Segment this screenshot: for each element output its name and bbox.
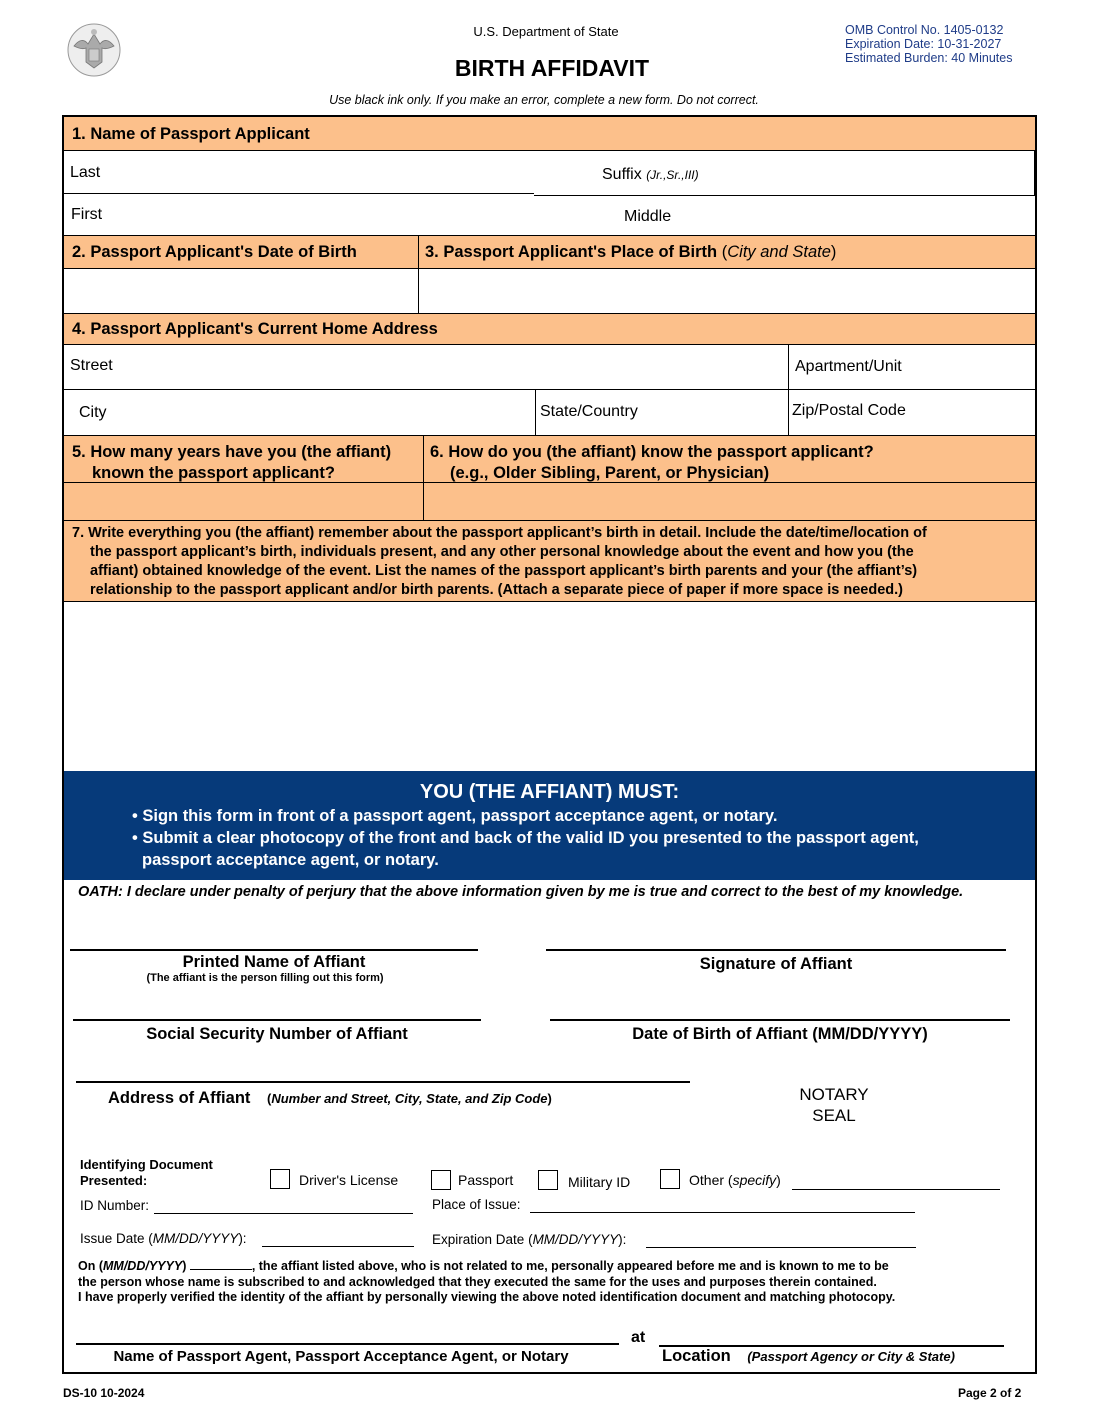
other-id-checkbox[interactable]: [660, 1169, 680, 1189]
expiration-date-hint: MM/DD/YYYY: [532, 1232, 619, 1247]
omb-control: OMB Control No. 1405-0132: [845, 23, 1004, 37]
printed-name-field[interactable]: [70, 917, 478, 949]
section-7-header: [64, 520, 1035, 602]
oath-statement: OATH: I declare under penalty of perjury that the above information given by me is true and correct to the best of my knowledge.: [78, 884, 964, 900]
agent-name-field[interactable]: [76, 1313, 619, 1343]
section-2-3-header: [64, 235, 1035, 269]
identifying-document-label: [80, 1157, 213, 1189]
passport-label: Passport: [458, 1172, 514, 1188]
section-2-title: 2. Passport Applicant's Date of Birth: [72, 243, 357, 261]
notary-cert-line2: the person whose name is subscribed to and acknowledged that they executed the same for the uses and purposes therein contained.: [78, 1274, 877, 1289]
location-label: [662, 1347, 955, 1366]
section-4-header: [64, 313, 1035, 345]
signature-label: Signature of Affiant: [699, 955, 853, 973]
passport-checkbox[interactable]: [431, 1170, 451, 1190]
notary-cert-on: On: [78, 1259, 96, 1273]
issue-date-field[interactable]: [262, 1230, 414, 1246]
identifying-document-line1: Identifying Document: [80, 1157, 213, 1172]
last-name-label: Last: [70, 164, 101, 181]
issue-date-text: Issue Date: [80, 1231, 145, 1246]
street-label: Street: [70, 357, 113, 374]
location-field[interactable]: [659, 1315, 1004, 1345]
section-6-title: [430, 442, 874, 484]
suffix-text: Suffix: [602, 166, 642, 183]
ink-instructions: Use black ink only. If you make an error, complete a new form. Do not correct.: [329, 93, 759, 107]
ssn-field[interactable]: [73, 989, 481, 1019]
other-id-text: Other: [689, 1172, 725, 1188]
id-number-field[interactable]: [154, 1197, 413, 1213]
agent-name-label: Name of Passport Agent, Passport Acceptance Agent, or Notary: [113, 1348, 569, 1365]
affiant-address-field[interactable]: [76, 1049, 690, 1081]
middle-name-label: Middle: [624, 208, 672, 225]
section-7-line4: relationship to the passport applicant and/or birth parents. (Attach a separate piece of paper if more space is needed.): [90, 582, 903, 598]
first-name-field[interactable]: [64, 195, 544, 235]
section-1-header: [64, 117, 1035, 151]
birth-details-textarea[interactable]: [64, 602, 1035, 771]
notary-certification: [78, 1259, 1033, 1306]
printed-name-sublabel: (The affiant is the person filling out this form): [146, 972, 384, 984]
address-label-text: Address of Affiant: [108, 1089, 251, 1107]
department-name: U.S. Department of State: [473, 24, 619, 39]
page-number: Page 2 of 2: [958, 1386, 1022, 1400]
expiration-date: Expiration Date: 10-31-2027: [845, 37, 1002, 51]
address-hint: Number and Street, City, State, and Zip Code: [271, 1091, 548, 1106]
notary-seal-line1: NOTARY: [799, 1085, 869, 1104]
other-id-label: Other (specify): [689, 1172, 781, 1188]
years-known-field[interactable]: [64, 483, 423, 521]
place-of-issue-label: Place of Issue:: [432, 1197, 521, 1212]
first-name-label: First: [71, 206, 103, 223]
id-number-label: ID Number:: [80, 1198, 150, 1213]
section-1-title: 1. Name of Passport Applicant: [72, 125, 310, 143]
middle-name-field[interactable]: [544, 195, 1035, 235]
section-5-6-header: [64, 435, 1035, 483]
expiration-date-text: Expiration Date: [432, 1232, 525, 1247]
state-country-field[interactable]: [536, 390, 788, 435]
section-4-title: 4. Passport Applicant's Current Home Address: [72, 320, 438, 338]
city-label: City: [79, 404, 107, 421]
notary-seal-area: [774, 1084, 894, 1126]
estimated-burden: Estimated Burden: 40 Minutes: [845, 51, 1013, 65]
notary-cert-date-hint: MM/DD/YYYY: [103, 1259, 183, 1273]
zip-label: Zip/Postal Code: [792, 402, 906, 419]
requirement-2: • Submit a clear photocopy of the front and back of the valid ID you presented to the passport agent,: [132, 829, 919, 847]
notary-cert-line1-text: , the affiant listed above, who is not related to me, personally appeared before me and is known to me to be: [251, 1259, 889, 1273]
relationship-field[interactable]: [424, 483, 1035, 521]
section-7-line1: 7. Write everything you (the affiant) remember about the passport applicant’s birth in detail. Include the date/time/location of: [72, 525, 927, 541]
affiant-dob-label: Date of Birth of Affiant (MM/DD/YYYY): [632, 1025, 928, 1043]
affiant-requirements-title: YOU (THE AFFIANT) MUST:: [419, 781, 680, 803]
city-field[interactable]: [64, 390, 535, 435]
suffix-hint: (Jr.,Sr.,III): [646, 168, 699, 182]
affiant-requirements-box: [64, 771, 1035, 880]
state-country-label: State/Country: [540, 403, 638, 420]
section-3-text: 3. Passport Applicant's Place of Birth: [425, 243, 718, 261]
section-3-title: 3. Passport Applicant's Place of Birth (City and State): [425, 243, 837, 261]
affidavit-form: [62, 115, 1037, 1374]
apartment-label: Apartment/Unit: [795, 358, 902, 375]
form-number: DS-10 10-2024: [63, 1386, 145, 1400]
date-of-birth-field[interactable]: [64, 269, 418, 313]
section-5-title: [72, 442, 391, 484]
requirement-1: • Sign this form in front of a passport agent, passport acceptance agent, or notary.: [132, 807, 778, 825]
requirement-2-cont: passport acceptance agent, or notary.: [142, 851, 439, 869]
notary-seal-line2: SEAL: [812, 1106, 856, 1125]
ssn-label: Social Security Number of Affiant: [146, 1025, 408, 1043]
military-id-label: Military ID: [568, 1174, 631, 1190]
section-5-line2: known the passport applicant?: [92, 464, 335, 482]
identifying-document-line2: Presented:: [80, 1173, 148, 1188]
expiration-date-field[interactable]: [646, 1231, 916, 1247]
notary-cert-line1: On (MM/DD/YYYY) , the affiant listed above, who is not related to me, personally appeared before me and is known to me to be: [78, 1259, 889, 1273]
zip-field[interactable]: [789, 390, 1035, 435]
address-label: Address of Affiant (Number and Street, City, State, and Zip Code): [108, 1089, 552, 1107]
other-id-hint: specify: [732, 1172, 777, 1188]
apartment-field[interactable]: [789, 345, 1035, 390]
form-title: BIRTH AFFIDAVIT: [454, 55, 650, 81]
place-of-issue-field[interactable]: [530, 1197, 915, 1212]
place-of-birth-field[interactable]: [419, 269, 1035, 313]
expiration-date-label: Expiration Date (MM/DD/YYYY):: [432, 1232, 627, 1247]
issue-date-hint: MM/DD/YYYY: [152, 1231, 239, 1246]
street-field[interactable]: [64, 345, 788, 390]
affiant-dob-field[interactable]: [550, 989, 1010, 1019]
suffix-field[interactable]: [534, 153, 1035, 193]
printed-name-label: Printed Name of Affiant: [182, 953, 366, 971]
section-7-line3: affiant) obtained knowledge of the event. List the names of the passport applicant’s birth parents and your (the affiant’s): [90, 563, 918, 579]
notary-date-field[interactable]: [190, 1260, 252, 1270]
affiant-signature-field[interactable]: [546, 917, 1006, 949]
issue-date-label: Issue Date (MM/DD/YYYY):: [80, 1231, 247, 1246]
drivers-license-label: Driver's License: [299, 1172, 399, 1188]
other-id-specify-field[interactable]: [792, 1171, 1000, 1189]
section-6-line1: 6. How do you (the affiant) know the passport applicant?: [430, 443, 874, 461]
omb-info: [845, 23, 1012, 65]
location-text: Location: [662, 1347, 731, 1365]
section-5-line1: 5. How many years have you (the affiant): [72, 443, 392, 461]
at-label: at: [631, 1329, 646, 1346]
section-7-line2: the passport applicant’s birth, individuals present, and any other personal knowledge about the event and how you (the: [90, 544, 914, 560]
military-id-checkbox[interactable]: [538, 1170, 558, 1190]
location-hint: (Passport Agency or City & State): [747, 1349, 955, 1364]
last-name-field[interactable]: [64, 153, 534, 193]
section-6-line2: (e.g., Older Sibling, Parent, or Physician): [450, 464, 770, 482]
section-3-hint: City and State: [727, 243, 831, 261]
drivers-license-checkbox[interactable]: [270, 1169, 290, 1189]
notary-cert-line3: I have properly verified the identity of the affiant by personally viewing the above noted identification document and matching photocopy.: [78, 1290, 896, 1304]
